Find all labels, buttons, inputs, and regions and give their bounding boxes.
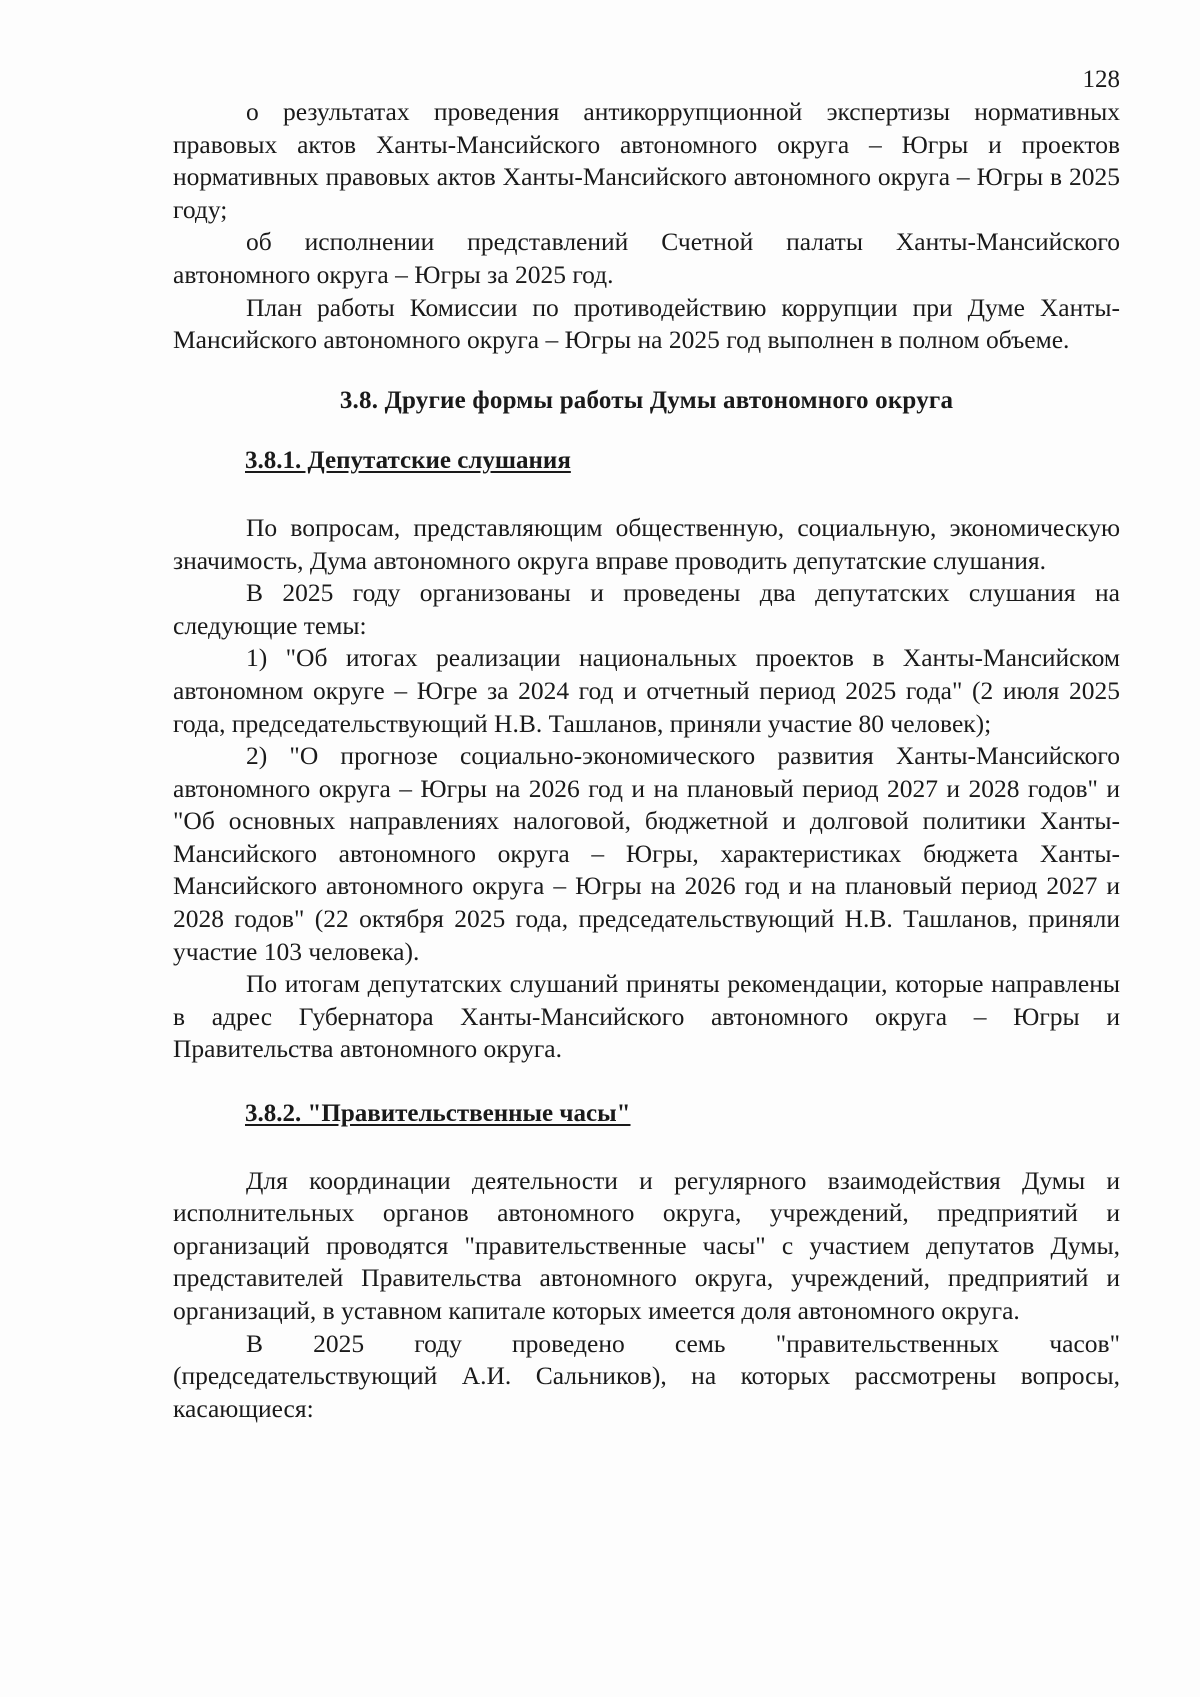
hearings-list-item-2: 2) "О прогнозе социально-экономического развития Ханты-Мансийского автономного округа – Югры на 2026 год и на плановый период 2027 и 2028 годов" и "Об основных направлениях налоговой, бюджетной и долговой политики Ханты-Мансийского автономного округа – Югры, характеристиках бюджета Ханты-Мансийского автономного округа – Югры на 2026 год и на плановый период 2027 и 2028 годов" (22 октября 2025 года, председательствующий Н.В. Ташланов, приняли участие 103 человека). <box>173 741 1120 966</box>
hearings-list-item-1: 1) "Об итогах реализации национальных проектов в Ханты-Мансийском автономном округе – Югре за 2024 год и отчетный период 2025 года" (2 июля 2025 года, председательствующий Н.В. Ташланов, приняли участие 80 человек); <box>173 643 1120 738</box>
intro-paragraph-commission-plan: План работы Комиссии по противодействию коррупции при Думе Ханты-Мансийского автономного округа – Югры на 2025 год выполнен в полном объеме. <box>173 292 1120 355</box>
subsection-title-hearings: 3.8.1. Депутатские слушания <box>245 447 571 475</box>
page-number: 128 <box>1082 66 1120 93</box>
hearings-paragraph-intro: По вопросам, представляющим общественную, социальную, экономическую значимость, Дума автономного округа вправе проводить депутатские слушания. <box>173 512 1120 575</box>
hearings-paragraph-results: По итогам депутатских слушаний приняты рекомендации, которые направлены в адрес Губернатора Ханты-Мансийского автономного округа – Югры и Правительства автономного округа. <box>173 969 1120 1064</box>
intro-paragraph-audit-chamber: об исполнении представлений Счетной палаты Ханты-Мансийского автономного округа – Югры за 2025 год. <box>173 227 1120 289</box>
gov-hours-paragraph-purpose: Для координации деятельности и регулярного взаимодействия Думы и исполнительных органов автономного округа, учреждений, предприятий и организаций проводятся "правительственные часы" с участием депутатов Думы, представителей Правительства автономного округа, учреждений, предприятий и организаций, в уставном капитале которых имеется доля автономного округа. <box>173 1165 1120 1325</box>
page-content <box>173 96 1120 1425</box>
intro-paragraph-expertise: о результатах проведения антикоррупционной экспертизы нормативных правовых актов Ханты-Мансийского автономного округа – Югры и проектов нормативных правовых актов Ханты-Мансийского автономного округа – Югры в 2025 году; <box>173 97 1120 224</box>
subsection-title-gov-hours: 3.8.2. "Правительственные часы" <box>245 1100 631 1128</box>
section-title: 3.8. Другие формы работы Думы автономного округа <box>339 386 954 414</box>
gov-hours-paragraph-count: В 2025 году проведено семь "правительственных часов" (председательствующий А.И. Сальников), на которых рассмотрены вопросы, касающиеся: <box>173 1328 1120 1423</box>
hearings-paragraph-count: В 2025 году организованы и проведены два депутатских слушания на следующие темы: <box>173 578 1120 640</box>
